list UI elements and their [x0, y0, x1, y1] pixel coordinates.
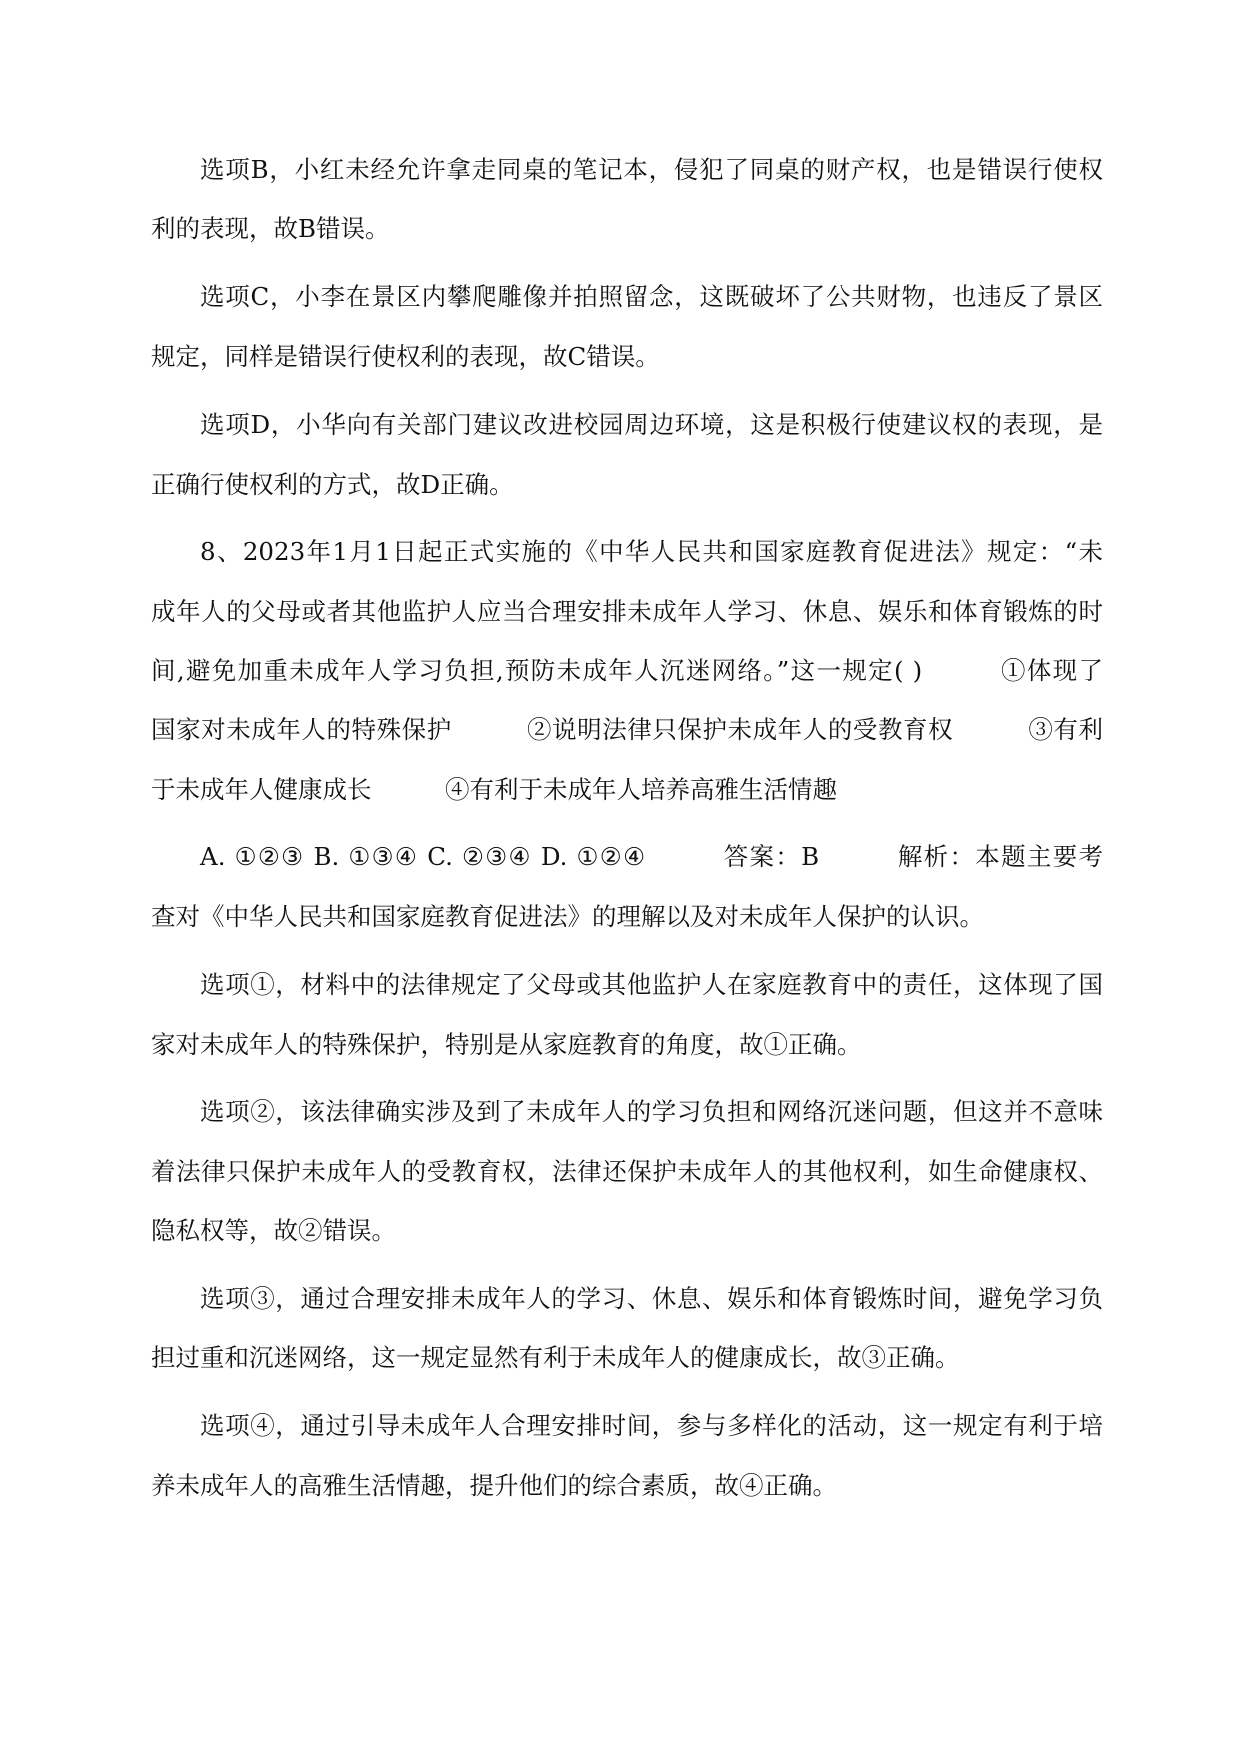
paragraph-line: 选项①，材料中的法律规定了父母或其他监护人在家庭教育中的责任，这体现了国: [200, 970, 1103, 999]
paragraph-line: 着法律只保护未成年人的受教育权，法律还保护未成年人的其他权利，如生命健康权、: [151, 1157, 1103, 1186]
paragraph-line: 规定，同样是错误行使权利的表现，故C错误。: [151, 342, 660, 371]
question-line: 8、2023年1月1日起正式实施的《中华人民共和国家庭教育促进法》规定：“未: [200, 537, 1103, 566]
paragraph-line: 选项B，小红未经允许拿走同桌的笔记本，侵犯了同桌的财产权，也是错误行使权: [200, 155, 1103, 184]
question-line: 成年人的父母或者其他监护人应当合理安排未成年人学习、休息、娱乐和体育锻炼的时: [151, 597, 1103, 626]
paragraph-line: 选项C，小李在景区内攀爬雕像并拍照留念，这既破坏了公共财物，也违反了景区: [200, 282, 1103, 311]
paragraph-line: 利的表现，故B错误。: [151, 214, 390, 243]
question-line: 于未成年人健康成长 ④有利于未成年人培养高雅生活情趣: [151, 775, 837, 804]
paragraph-line: 隐私权等，故②错误。: [151, 1216, 396, 1245]
question-line: 间,避免加重未成年人学习负担,预防未成年人沉迷网络。”这一规定( ) ①体现了: [151, 656, 1103, 685]
question-line: 国家对未成年人的特殊保护 ②说明法律只保护未成年人的受教育权 ③有利: [151, 715, 1103, 744]
paragraph-line: 家对未成年人的特殊保护，特别是从家庭教育的角度，故①正确。: [151, 1030, 862, 1059]
paragraph-line: 选项③，通过合理安排未成年人的学习、休息、娱乐和体育锻炼时间，避免学习负: [200, 1284, 1103, 1313]
paragraph-line: 选项②，该法律确实涉及到了未成年人的学习负担和网络沉迷问题，但这并不意味: [200, 1097, 1103, 1126]
paragraph-line: 担过重和沉迷网络，这一规定显然有利于未成年人的健康成长，故③正确。: [151, 1343, 960, 1372]
paragraph-line: 正确行使权利的方式，故D正确。: [151, 470, 514, 499]
paragraph-line: 选项④，通过引导未成年人合理安排时间，参与多样化的活动，这一规定有利于培: [200, 1411, 1103, 1440]
paragraph-line: 养未成年人的高雅生活情趣，提升他们的综合素质，故④正确。: [151, 1471, 837, 1500]
answer-line: A. ①②③ B. ①③④ C. ②③④ D. ①②④ 答案：B 解析：本题主要考: [200, 842, 1103, 871]
answer-line: 查对《中华人民共和国家庭教育促进法》的理解以及对未成年人保护的认识。: [151, 902, 984, 931]
paragraph-line: 选项D，小华向有关部门建议改进校园周边环境，这是积极行使建议权的表现，是: [200, 410, 1103, 439]
